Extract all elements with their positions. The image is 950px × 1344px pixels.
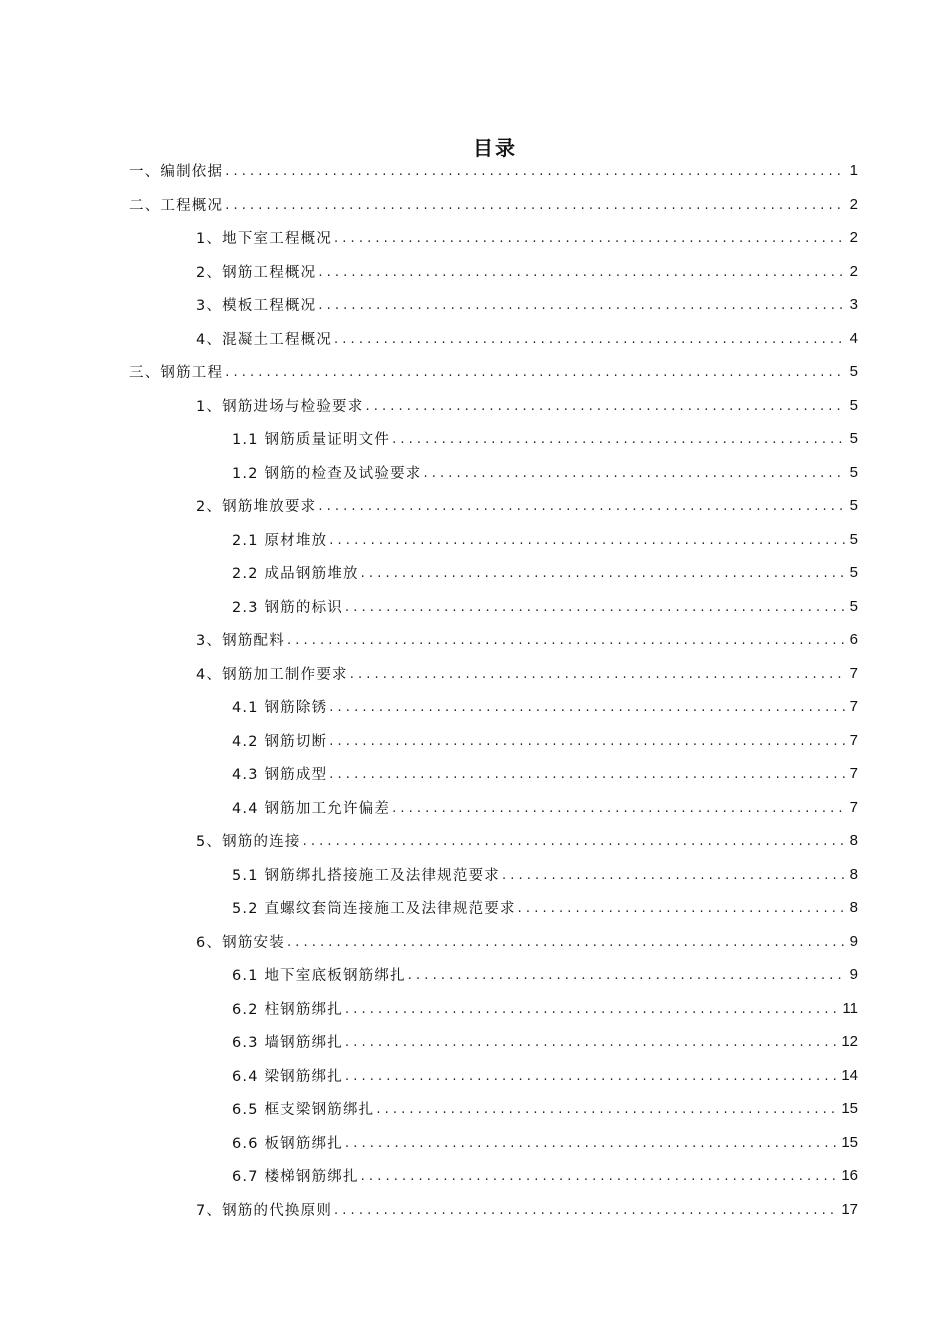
toc-entry[interactable] [0, 958, 950, 992]
toc-entry-label: 6.1 地下室底板钢筋绑扎 [232, 968, 406, 985]
toc-dot-leader [329, 533, 845, 548]
toc-entry-label: 3、钢筋配料 [196, 633, 285, 650]
toc-entry[interactable] [0, 1193, 950, 1227]
toc-entry-label: 1.2 钢筋的检查及试验要求 [232, 465, 422, 482]
toc-entry[interactable] [0, 389, 950, 423]
toc-entry[interactable] [0, 757, 950, 791]
toc-title: 目录 [473, 136, 517, 160]
toc-entry-label: 1、钢筋进场与检验要求 [196, 398, 364, 415]
toc-entry[interactable] [0, 1092, 950, 1126]
toc-entry-page-number: 14 [841, 1066, 858, 1084]
toc-entry[interactable] [0, 690, 950, 724]
toc-entry[interactable] [0, 925, 950, 959]
toc-entry[interactable] [0, 623, 950, 657]
toc-entry-label: 4、钢筋加工制作要求 [196, 666, 348, 683]
toc-entry[interactable] [0, 992, 950, 1026]
toc-entry[interactable] [0, 422, 950, 456]
toc-entry-page-number: 2 [849, 195, 858, 213]
toc-entry-label: 二、工程概况 [129, 197, 224, 214]
toc-entry[interactable] [0, 221, 950, 255]
toc-dot-leader [225, 365, 845, 380]
toc-entry[interactable] [0, 858, 950, 892]
toc-entry-page-number: 8 [849, 832, 858, 850]
toc-entry-label: 6.3 墙钢筋绑扎 [232, 1035, 343, 1052]
toc-entry-page-number: 7 [849, 765, 858, 783]
toc-dot-leader [334, 332, 846, 347]
toc-dot-leader [350, 667, 846, 682]
toc-entry-label: 一、编制依据 [129, 164, 224, 181]
toc-entry-label: 2、钢筋工程概况 [196, 264, 317, 281]
toc-entry-label: 2.2 成品钢筋堆放 [232, 566, 359, 583]
toc-entry-label: 4.2 钢筋切断 [232, 733, 328, 750]
toc-dot-leader [225, 164, 845, 179]
toc-entry-page-number: 3 [849, 296, 858, 314]
toc-dot-leader [361, 566, 846, 581]
toc-dot-leader [376, 1102, 837, 1117]
toc-dot-leader [345, 600, 846, 615]
toc-entry-label: 2.1 原材堆放 [232, 532, 328, 549]
toc-entry-label: 2.3 钢筋的标识 [232, 599, 343, 616]
toc-entry-label: 4.4 钢筋加工允许偏差 [232, 800, 391, 817]
toc-dot-leader [318, 265, 845, 280]
toc-entry-label: 4.3 钢筋成型 [232, 767, 328, 784]
toc-entry-label: 7、钢筋的代换原则 [196, 1202, 333, 1219]
toc-entry[interactable] [0, 523, 950, 557]
toc-entry-page-number: 2 [849, 262, 858, 280]
toc-dot-leader [329, 767, 845, 782]
toc-entry-page-number: 5 [849, 396, 858, 414]
toc-entry[interactable] [0, 590, 950, 624]
toc-entry[interactable] [0, 1025, 950, 1059]
toc-dot-leader [518, 901, 846, 916]
toc-entry-page-number: 9 [849, 932, 858, 950]
toc-entry-page-number: 2 [849, 229, 858, 247]
toc-entry-label: 6.7 楼梯钢筋绑扎 [232, 1169, 359, 1186]
toc-entry-label: 6.2 柱钢筋绑扎 [232, 1001, 343, 1018]
toc-entry-page-number: 5 [849, 497, 858, 515]
toc-entry-page-number: 7 [849, 798, 858, 816]
toc-entry-page-number: 11 [842, 999, 858, 1017]
toc-entry-page-number: 15 [841, 1100, 858, 1118]
toc-entry[interactable] [0, 1059, 950, 1093]
toc-entry-page-number: 4 [849, 329, 858, 347]
toc-entry-page-number: 7 [849, 664, 858, 682]
toc-entry-label: 5、钢筋的连接 [196, 834, 301, 851]
toc-dot-leader [345, 1069, 837, 1084]
toc-dot-leader [361, 1169, 838, 1184]
toc-dot-leader [392, 432, 846, 447]
toc-entry-label: 6.4 梁钢筋绑扎 [232, 1068, 343, 1085]
toc-dot-leader [392, 801, 846, 816]
toc-entry[interactable] [0, 188, 950, 222]
toc-entry-label: 5.2 直螺纹套筒连接施工及法律规范要求 [232, 901, 516, 918]
toc-entry-page-number: 17 [841, 1200, 858, 1218]
toc-dot-leader [502, 868, 846, 883]
toc-entry-page-number: 5 [849, 363, 858, 381]
toc-list [0, 154, 950, 1226]
toc-entry[interactable] [0, 1159, 950, 1193]
toc-entry-page-number: 5 [849, 530, 858, 548]
toc-entry[interactable] [0, 355, 950, 389]
toc-entry[interactable] [0, 556, 950, 590]
toc-entry-page-number: 7 [849, 731, 858, 749]
toc-dot-leader [287, 633, 846, 648]
toc-dot-leader [287, 935, 846, 950]
toc-entry[interactable] [0, 824, 950, 858]
toc-entry-label: 5.1 钢筋绑扎搭接施工及法律规范要求 [232, 867, 500, 884]
toc-entry-label: 2、钢筋堆放要求 [196, 499, 317, 516]
toc-entry[interactable] [0, 288, 950, 322]
toc-entry-label: 6.5 框支梁钢筋绑扎 [232, 1102, 375, 1119]
toc-dot-leader [329, 734, 845, 749]
toc-dot-leader [345, 1035, 837, 1050]
toc-entry-page-number: 5 [849, 463, 858, 481]
toc-entry-label: 1、地下室工程概况 [196, 231, 333, 248]
toc-entry[interactable] [0, 154, 950, 188]
toc-entry-page-number: 16 [841, 1167, 858, 1185]
toc-entry-label: 4、混凝土工程概况 [196, 331, 333, 348]
toc-entry-page-number: 8 [849, 865, 858, 883]
toc-entry[interactable] [0, 322, 950, 356]
toc-entry-label: 4.1 钢筋除锈 [232, 700, 328, 717]
toc-entry[interactable] [0, 489, 950, 523]
toc-dot-leader [334, 231, 846, 246]
toc-entry-page-number: 9 [849, 966, 858, 984]
toc-dot-leader [345, 1136, 837, 1151]
toc-dot-leader [345, 1002, 838, 1017]
toc-entry[interactable] [0, 724, 950, 758]
toc-entry[interactable] [0, 791, 950, 825]
toc-dot-leader [318, 499, 845, 514]
toc-dot-leader [365, 399, 845, 414]
toc-dot-leader [334, 1203, 837, 1218]
toc-dot-leader [329, 700, 845, 715]
toc-entry-label: 6.6 板钢筋绑扎 [232, 1135, 343, 1152]
toc-entry-page-number: 1 [849, 162, 858, 180]
toc-entry-page-number: 5 [849, 430, 858, 448]
toc-dot-leader [408, 968, 846, 983]
toc-entry-page-number: 8 [849, 899, 858, 917]
toc-entry-label: 3、模板工程概况 [196, 298, 317, 315]
toc-entry[interactable] [0, 657, 950, 691]
toc-dot-leader [318, 298, 845, 313]
toc-entry-page-number: 5 [849, 564, 858, 582]
toc-entry-page-number: 12 [841, 1033, 858, 1051]
toc-entry-page-number: 15 [841, 1133, 858, 1151]
toc-dot-leader [225, 198, 845, 213]
toc-entry-label: 三、钢筋工程 [129, 365, 224, 382]
toc-dot-leader [423, 466, 845, 481]
toc-entry-label: 6、钢筋安装 [196, 934, 285, 951]
toc-entry-label: 1.1 钢筋质量证明文件 [232, 432, 391, 449]
toc-entry[interactable] [0, 1126, 950, 1160]
toc-entry[interactable] [0, 255, 950, 289]
toc-dot-leader [303, 834, 846, 849]
toc-entry-page-number: 7 [849, 698, 858, 716]
toc-entry[interactable] [0, 891, 950, 925]
toc-entry[interactable] [0, 456, 950, 490]
toc-entry-page-number: 6 [849, 631, 858, 649]
toc-entry-page-number: 5 [849, 597, 858, 615]
